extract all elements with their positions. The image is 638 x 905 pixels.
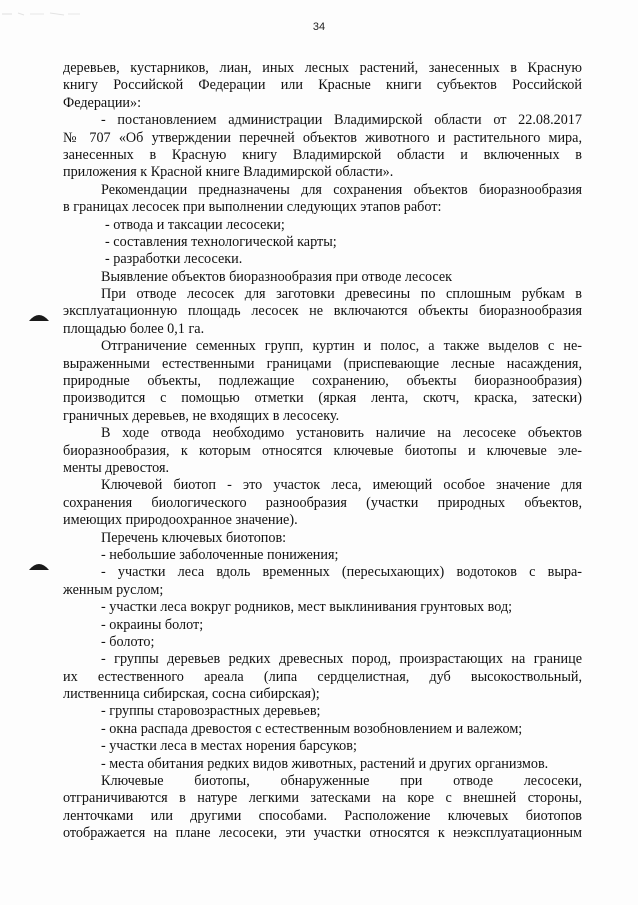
- text-line: занесенных в Красную книгу Владимирской области и включенных в: [63, 146, 582, 163]
- list-item: [63, 217, 582, 234]
- text-line: природные объекты, подлежащие сохранению, объекты биоразнообразия): [63, 373, 582, 390]
- list-item: [63, 251, 582, 268]
- list-item: [63, 721, 582, 738]
- text-line: - отвода и таксации лесосеки;: [105, 216, 285, 233]
- text-line: - окна распада древостоя с естественным возобновлением и валежом;: [101, 720, 523, 737]
- paragraph: [63, 425, 582, 477]
- text-line: - окраины болот;: [101, 616, 204, 633]
- paragraph: [63, 773, 582, 843]
- text-line: эксплуатационную площадь лесосек не включаются объекты биоразнообразия: [63, 303, 582, 320]
- list-item: [63, 234, 582, 251]
- text-line: ленточками или другими способами. Расположение ключевых биотопов: [63, 807, 582, 824]
- text-line: Ключевой биотоп - это участок леса, имеющий особое значение для: [101, 477, 582, 494]
- text-line: отображается на плане лесосеки, эти участки относятся к неэксплуатационным: [63, 825, 582, 842]
- text-line: - составления технологической карты;: [105, 233, 337, 250]
- text-line: лиственница сибирская, сосна сибирская);: [63, 686, 320, 703]
- text-line: выраженными естественными границами (приспевающие лесные насаждения,: [63, 355, 582, 372]
- text-line: сохранения биологического разнообразия (участки природных объектов,: [63, 494, 582, 511]
- text-line: площадью более 0,1 га.: [63, 320, 205, 337]
- margin-hole-punch-mark: [28, 312, 50, 322]
- text-line: - группы деревьев редких древесных пород, произрастающих на границе: [101, 651, 582, 668]
- text-line: Перечень ключевых биотопов:: [101, 529, 287, 546]
- list-item: [63, 617, 582, 634]
- paragraph: [63, 286, 582, 338]
- text-line: - группы старовозрастных деревьев;: [101, 703, 321, 720]
- text-line: № 707 «Об утверждении перечней объектов животного и растительного мира,: [63, 129, 582, 146]
- text-line: - участки леса в местах норения барсуков;: [101, 738, 357, 755]
- text-line: - постановлением администрации Владимирской области от 22.08.2017: [101, 112, 582, 129]
- paragraph: [63, 338, 582, 425]
- text-line: - болото;: [101, 633, 155, 650]
- text-line: книгу Российской Федерации или Красные книги субъектов Российской: [63, 77, 582, 94]
- text-line: производится с помощью отметки (яркая лента, скотч, краска, затески): [63, 390, 582, 407]
- text-line: граничных деревьев, не входящих в лесосеку.: [63, 407, 340, 424]
- text-line: биоразнообразия, к которым относятся ключевые биотопы и ключевые эле-: [63, 442, 582, 459]
- text-line: Выявление объектов биоразнообразия при отводе лесосек: [101, 268, 453, 285]
- list-item: [63, 599, 582, 616]
- text-line: При отводе лесосек для заготовки древесины по сплошным рубкам в: [101, 286, 582, 303]
- text-line: Федерации»:: [63, 94, 142, 111]
- text-line: имеющих природоохранное значение).: [63, 512, 298, 529]
- list-item: [63, 564, 582, 599]
- text-line: - небольшие заболоченные понижения;: [101, 546, 339, 563]
- list-heading: [63, 530, 582, 547]
- text-line: Ключевые биотопы, обнаруженные при отводе лесосеки,: [101, 773, 582, 790]
- paragraph: [63, 477, 582, 529]
- text-line: их естественного ареала (липа сердцелистная, дуб высокоствольный,: [63, 668, 582, 685]
- list-item: [63, 756, 582, 773]
- text-line: в границах лесосек при выполнении следующих этапов работ:: [63, 199, 442, 216]
- paragraph: [63, 182, 582, 217]
- list-item: [63, 651, 582, 703]
- scan-artifact-mark: [0, 8, 84, 22]
- text-line: деревьев, кустарников, лиан, иных лесных растений, занесенных в Красную: [63, 60, 582, 76]
- text-line: - участки леса вокруг родников, мест выклинивания грунтовых вод;: [101, 599, 513, 616]
- list-item: [63, 547, 582, 564]
- page-number: 34: [312, 21, 326, 33]
- text-line: - места обитания редких видов животных, растений и других организмов.: [101, 755, 549, 772]
- text-line: женным руслом;: [63, 581, 164, 598]
- list-item: [63, 738, 582, 755]
- text-line: Рекомендации предназначены для сохранения объектов биоразнообразия: [101, 181, 582, 198]
- text-line: Отграничение семенных групп, куртин и полос, а также выделов с не-: [101, 338, 582, 355]
- text-line: - участки леса вдоль временных (пересыхающих) водотоков с выра-: [101, 564, 582, 581]
- list-item: [63, 634, 582, 651]
- text-line: менты древостоя.: [63, 459, 170, 476]
- paragraph: [63, 60, 582, 112]
- text-line: - разработки лесосеки.: [105, 251, 243, 268]
- text-line: В ходе отвода необходимо установить наличие на лесосеке объектов: [101, 425, 582, 442]
- paragraph: [63, 112, 582, 182]
- text-line: отграничиваются в натуре легкими затесками на коре с внешней стороны,: [63, 790, 582, 807]
- section-heading: [63, 269, 582, 286]
- margin-hole-punch-mark: [28, 561, 50, 571]
- list-item: [63, 703, 582, 720]
- document-body: [63, 60, 582, 843]
- text-line: приложения к Красной книге Владимирской области».: [63, 164, 394, 181]
